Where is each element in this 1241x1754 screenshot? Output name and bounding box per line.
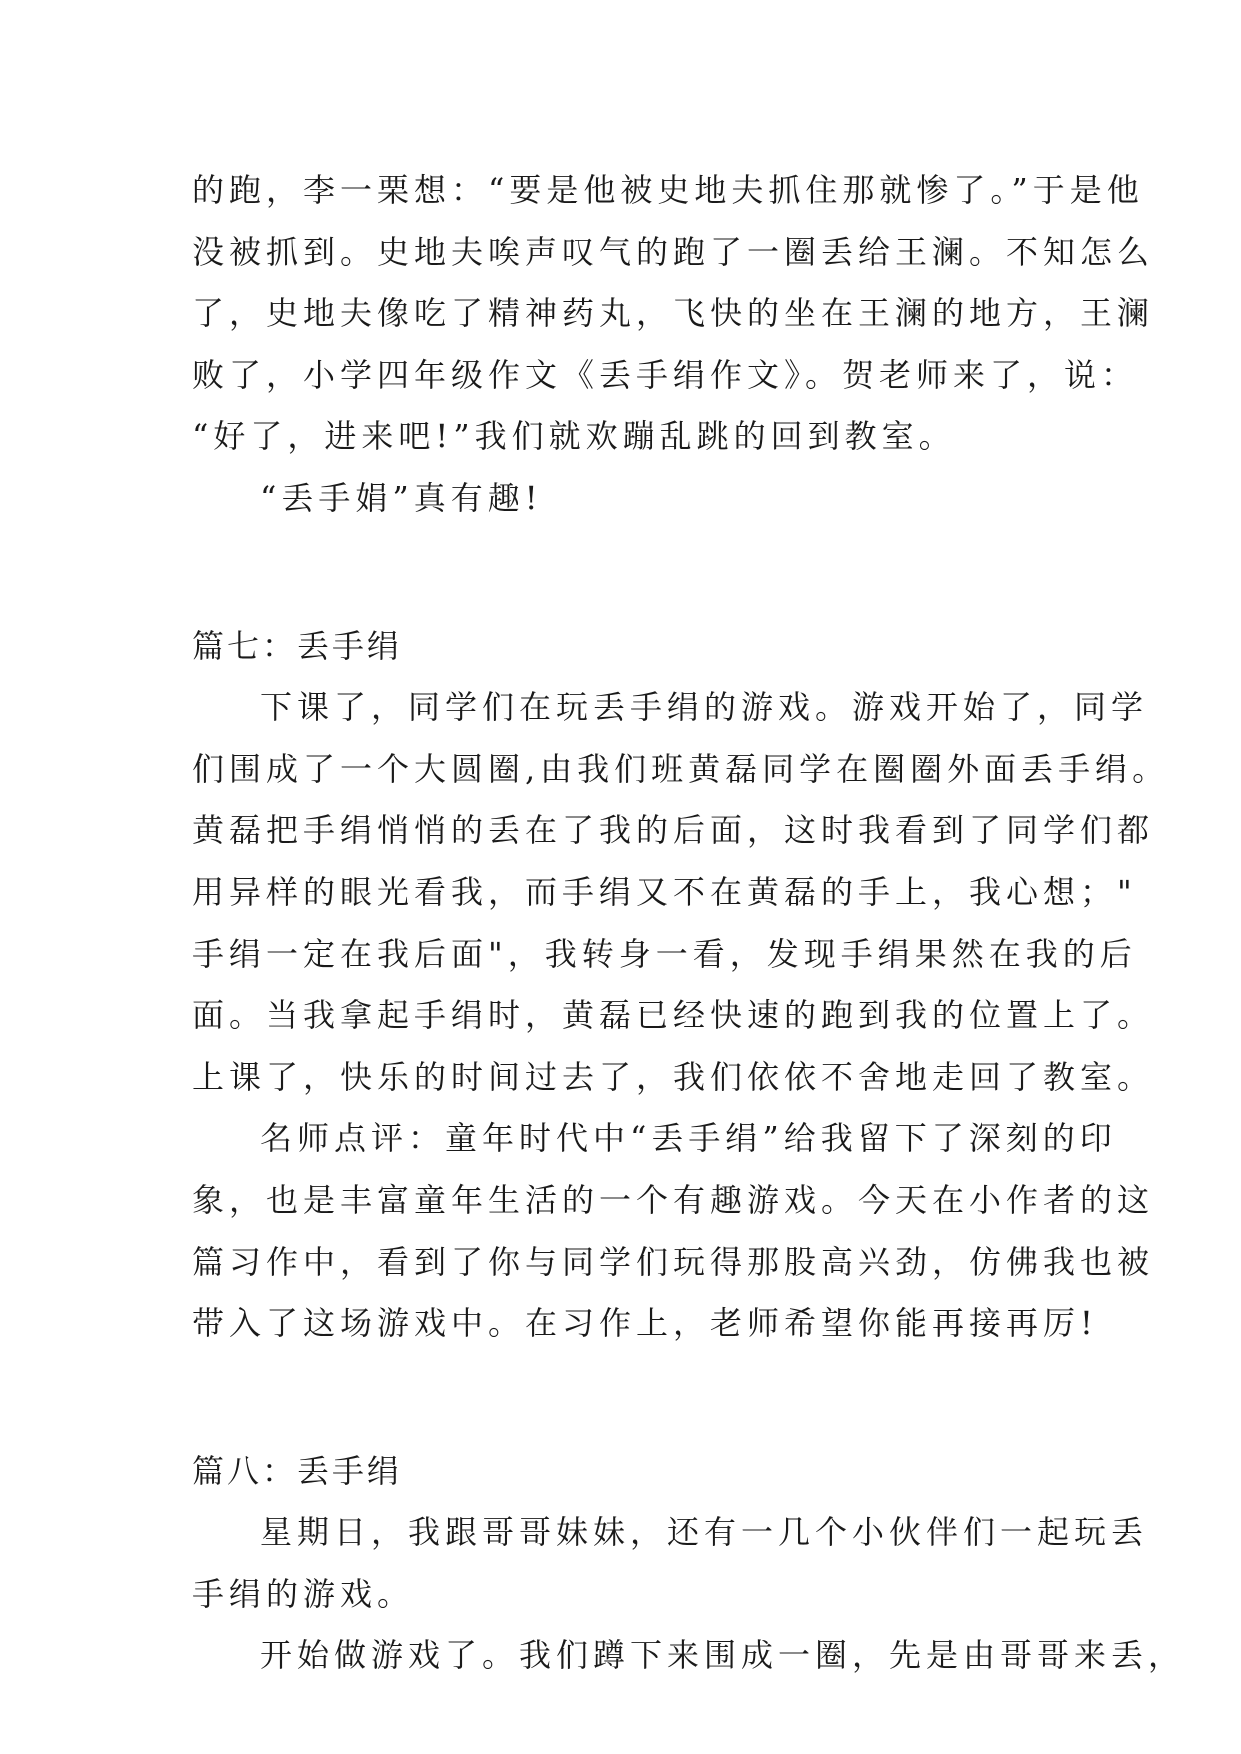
text-line: 手绢的游戏。 — [192, 1574, 415, 1613]
comment-line: 象，也是丰富童年生活的一个有趣游戏。今天在小作者的这 — [192, 1180, 1155, 1219]
text-line: “好了，进来吧!”我们就欢蹦乱跳的回到教室。 — [192, 417, 956, 456]
text-line: 上课了，快乐的时间过去了，我们依依不舍地走回了教室。 — [192, 1057, 1155, 1096]
text-line: 了，史地夫像吃了精神药丸，飞快的坐在王澜的地方，王澜 — [192, 294, 1155, 333]
comment-line: 带入了这场游戏中。在习作上，老师希望你能再接再厉! — [192, 1304, 1098, 1343]
section-title: 篇七：丢手绢 — [192, 626, 403, 665]
document-page — [192, 160, 1186, 1687]
text-line: 败了，小学四年级作文《丢手绢作文》。贺老师来了，说： — [192, 355, 1139, 394]
text-line: 面。当我拿起手绢时，黄磊已经快速的跑到我的位置上了。 — [192, 996, 1155, 1035]
text-line: 黄磊把手绢悄悄的丢在了我的后面，这时我看到了同学们都 — [192, 811, 1155, 850]
text-line: 星期日，我跟哥哥妹妹，还有一几个小伙伴们一起玩丢 — [260, 1513, 1149, 1552]
comment-line: 名师点评：童年时代中“丢手绢”给我留下了深刻的印 — [260, 1119, 1117, 1158]
comment-line: 篇习作中，看到了你与同学们玩得那股高兴劲，仿佛我也被 — [192, 1242, 1155, 1281]
section-title: 篇八：丢手绢 — [192, 1451, 403, 1490]
text-line: 的跑，李一栗想：“要是他被史地夫抓住那就惨了。”于是他 — [192, 171, 1144, 209]
text-line: 没被抓到。史地夫唉声叹气的跑了一圈丢给王澜。不知怎么 — [192, 232, 1155, 271]
text-line: 开始做游戏了。我们蹲下来围成一圈，先是由哥哥来丢， — [260, 1636, 1186, 1675]
text-line: 用异样的眼光看我，而手绢又不在黄磊的手上，我心想；" — [192, 872, 1137, 911]
text-line: 下课了，同学们在玩丢手绢的游戏。游戏开始了，同学 — [260, 688, 1149, 727]
section-spacer — [192, 530, 1062, 616]
text-line: 手绢一定在我后面"，我转身一看，发现手绢果然在我的后 — [192, 934, 1137, 973]
closing-line: “丢手娟”真有趣! — [260, 478, 543, 517]
section-spacer — [192, 1355, 1062, 1441]
text-line: 们围成了一个大圆圈,由我们班黄磊同学在圈圈外面丢手绢。 — [192, 749, 1170, 788]
